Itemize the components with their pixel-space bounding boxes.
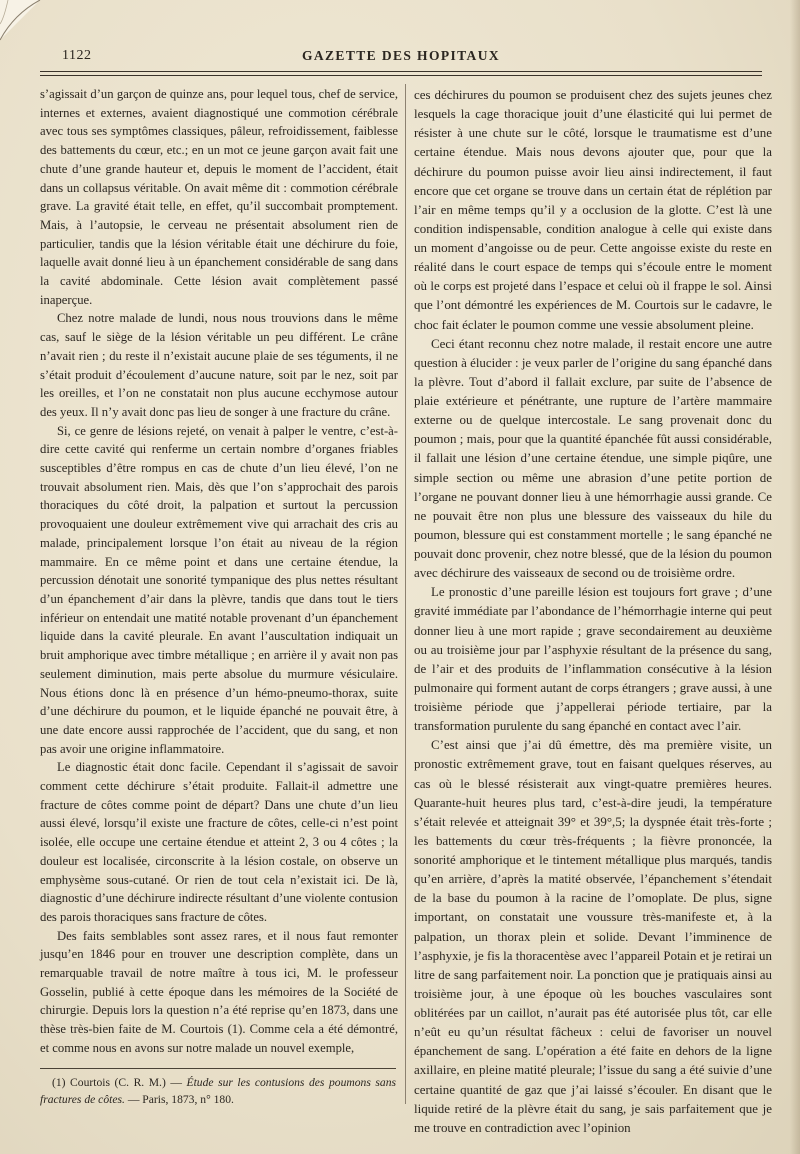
- paragraph: Le diagnostic était donc facile. Cependant il s’agissait de savoir comment cette déchirure s’était produite. Fallait-il admettre une fracture de côtes comme point de départ? Dans une chute d’un lieu aussi élevé, lorsqu’il existe une fracture de côtes, celle-ci n’est point isolée, elle occupe une certaine étendue et atteint 2, 3 ou 4 côtes ; la douleur est localisée, circonscrite à la lésion costale, on observe un emphysème sous-cutané. Or rien de tout cela n’existait ici. De là, diagnostic d’une déchirure indirecte résultant d’une violente contusion des parois thoraciques sans fracture de côtes.: [40, 760, 398, 924]
- paragraph: Si, ce genre de lésions rejeté, on venait à palper le ventre, c’est-à-dire cette cavité qui renferme un certain nombre d’organes friables susceptibles d’être rompus en cas de chute d’un lieu élevé, l’on ne trouvait absolument rien. Mais, dès que l’on s’approchait des parois thoraciques du côté droit, la palpation et surtout la percussion provoquaient une douleur extrêmement vive qui arrachait des cris au malade, principalement lorsque l’on était au niveau de la région mammaire. En ce même point et dans une certaine étendue, la percussion dénotait une sonorité tympanique des plus nettes résultant d’un épanchement d’air dans la plèvre, tandis que dans tout le tiers inférieur on entendait une matité notable provenant d’un épanchement liquide dans la cavité pleurale. En avant l’auscultation indiquait un bruit amphorique avec timbre métallique ; en arrière il y avait non pas seulement diminution, mais perte absolue du murmure vésiculaire. Nous étions donc là en présence d’un hémo-pneumo-thorax, suite d’une déchirure du poumon, et le liquide épanché ne pouvait être, à une date encore aussi rapprochée de l’accident, que du sang, et non pas avoir une origine inflammatoire.: [40, 423, 398, 756]
- page-edge-shadow: [790, 0, 800, 1154]
- paragraph: Chez notre malade de lundi, nous nous trouvions dans le même cas, sauf le siège de la lésion véritable un peu différent. Le crâne n’avait rien ; du reste il n’existait aucune plaie de ses téguments, il ne s’était produit d’écoulement d’aucune nature, soit par le nez, soit par les oreilles, et l’on ne constatait non plus aucune ecchymose autour des yeux. Il n’y avait donc pas lieu de songer à une fracture du crâne.: [40, 311, 398, 419]
- column-divider: [405, 84, 406, 1104]
- right-column: [414, 85, 772, 1137]
- left-column: [40, 85, 398, 1058]
- header-rule-thin: [40, 75, 762, 76]
- paragraph: Le pronostic d’une pareille lésion est toujours fort grave ; d’une gravité immédiate par l’abondance de l’hémorrhagie interne qui peut donner lieu à une mort rapide ; grave secondairement au deuxième ou au troisième jour par l’asphyxie résultant de la présence du sang, de l’air et des produits de l’inflammation consécutive à la lésion pulmonaire qui forment autant de corps étrangers ; grave aussi, à une troisième période que j’appellerai période tertiaire, par la transformation purulente du sang épanché en contact avec l’air.: [414, 584, 772, 734]
- paragraph: ces déchirures du poumon se produisent chez des sujets jeunes chez lesquels la cage thoracique jouit d’une élasticité qui lui permet de résister à une chute sur le côté, lorsque le traumatisme est d’une certaine étendue. Mais nous devons ajouter que, pour que la déchirure du poumon puisse avoir lieu ainsi indirectement, il faut encore que cet organe se trouve dans un certain état de réplétion par l’air en même temps qu’il y a occlusion de la glotte. C’est là une condition indispensable, condition analogue à celle qui existe dans un moment d’angoisse ou de peur. Cette angoisse existe du reste en réalité dans le court espace de temps qui s’écoule entre le moment où le corps est projeté dans l’espace et celui où il frappe le sol. Ainsi que l’ont démontré les expériences de M. Courtois sur le cadavre, le choc fait éclater le poumon comme une vessie absolument pleine.: [414, 87, 772, 332]
- page-number: 1122: [62, 48, 92, 63]
- footnote-text: [40, 1074, 396, 1108]
- paragraph: Ceci étant reconnu chez notre malade, il restait encore une autre question à élucider : je veux parler de l’origine du sang épanché dans la plèvre. Tout d’abord il fallait exclure, par suite de l’absence de plaie extérieure et pénétrante, une rupture de l’artère mammaire externe ou de quelque intercostale. Le sang provenait donc du poumon ; mais, pour que la quantité épanchée fût aussi considérable, il fallait une lésion d’une certaine étendue, une simple piqûre, une simple section ou même une abrasion d’une petite portion de l’organe ne pouvant donner lieu à une hémorrhagie aussi grande. Ce ne pouvait être non plus une blessure des vaisseaux du hile du poumon, blessure qui est constamment mortelle ; le sang épanché ne pouvait donc provenir, chez notre blessé, que de la lésion du poumon avec déchirure des vaisseaux de second ou de troisième ordre.: [414, 335, 772, 581]
- paragraph: s’agissait d’un garçon de quinze ans, pour lequel tous, chef de service, internes et externes, avaient diagnostiqué une commotion cérébrale avec tous ses symptômes classiques, pâleur, refroidissement, faiblesse des battements du cœur, etc.; en un mot ce jeune garçon avait fait une chute d’une grande hauteur et, depuis le moment de l’accident, était dans un collapsus véritable. On avait même dit : commotion cérébrale grave. La gravité était telle, en effet, qu’il succombait promptement. Mais, à l’autopsie, le cerveau ne présentait absolument rien de particulier, tandis que la lésion véritable était une déchirure du foie, laquelle avait donné lieu à un épanchement considérable de sang dans la cavité abdominale. Cette lésion avait complètement passé inaperçue.: [40, 87, 398, 307]
- page-header: [40, 46, 762, 68]
- paragraph: Des faits semblables sont assez rares, et il nous faut remonter jusqu’en 1846 pour en trouver une description complète, dans un remarquable travail de notre maître à tous ici, M. le professeur Gosselin, publié à cette époque dans les mémoires de la Société de chirurgie. Depuis lors la question n’a été reprise qu’en 1873, dans une thèse très-bien faite de M. Courtois (1). Comme cela a été démontré, et comme nous en avons sur notre malade un nouvel exemple,: [40, 928, 398, 1055]
- footnote-rule: [40, 1068, 396, 1069]
- footnote: [40, 1074, 396, 1108]
- footnote-title: Étude sur les contusions des poumons sans fractures de côtes.: [40, 1076, 396, 1106]
- folded-corner-icon: [0, 0, 42, 42]
- paragraph: C’est ainsi que j’ai dû émettre, dès ma première visite, un pronostic extrêmement grave, tout en faisant quelques réserves, au cas où le blessé résisterait aux vingt-quatre premières heures. Quarante-huit heures plus tard, c’est-à-dire jeudi, la température s’était relevée et atteignait 39° et 39°,5; la dyspnée était très-forte ; les battements du cœur très-fréquents ; la fièvre prononcée, la sonorité amphorique et le tintement métallique plus marqués, tandis qu’en arrière, d’après la matité observée, l’épanchement s’étendait de la base du poumon à la racine de l’omoplate. De plus, signe important, on constatait une voussure très-manifeste et, à la palpation, un thorax plein et solide. Devant l’imminence de l’asphyxie, je fis la thoracentèse avec l’appareil Potain et je retirai un litre de sang parfaitement noir. La ponction que je pratiquais ainsi au troisième jour, à une époque où les bouches vasculaires sont oblitérées par un caillot, n’aurait pas été autorisée plus tôt, car elle n’eût eu qu’un résultat fâcheux : celui de favoriser un nouvel épanchement de sang. L’opération a été faite en dehors de la ligne axillaire, en pleine matité pleurale; l’issue du sang a été suivie d’une certaine quantité de gaz que j’ai laissé s’écouler. En disant que le liquide retiré de la plèvre était du sang, je sais parfaitement que je me trouve en contradiction avec l’opinion: [414, 737, 772, 1135]
- header-rule-thick: [40, 71, 762, 72]
- footnote-marker: (1) Courtois (C. R. M.) —: [52, 1076, 182, 1089]
- journal-title: GAZETTE DES HOPITAUX: [301, 48, 501, 63]
- footnote-reference: — Paris, 1873, n° 180.: [127, 1093, 234, 1106]
